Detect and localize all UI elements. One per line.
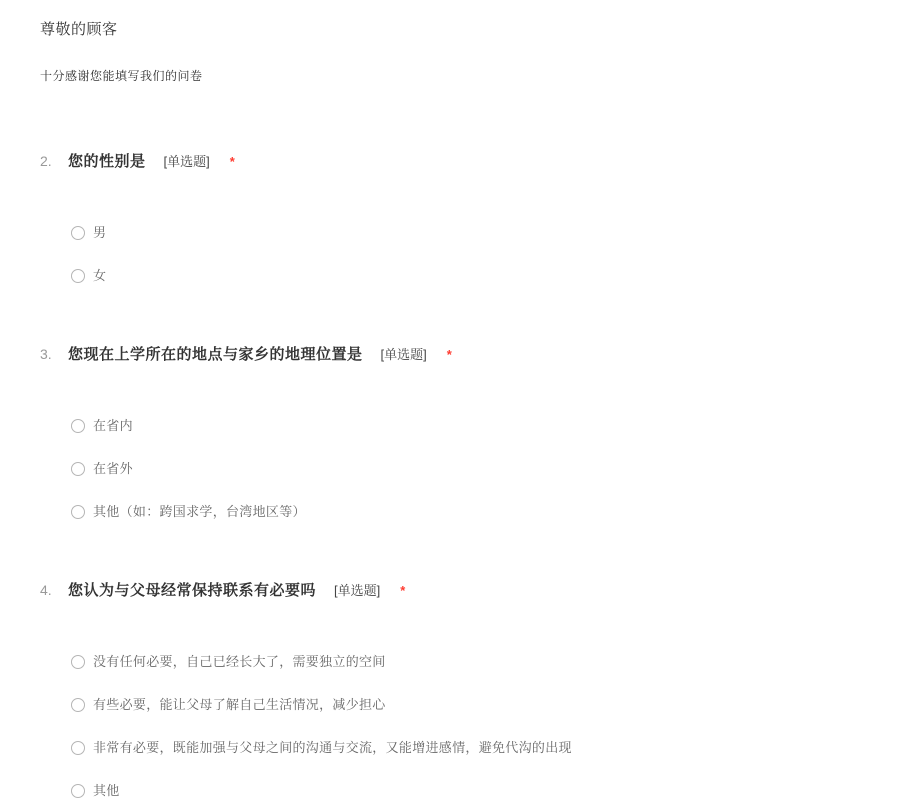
question-title: 您认为与父母经常保持联系有必要吗 xyxy=(68,582,317,599)
radio-button-icon[interactable] xyxy=(71,741,85,755)
question-header xyxy=(40,343,860,364)
radio-button-icon[interactable] xyxy=(71,226,85,240)
question-block xyxy=(40,343,860,519)
option-label: 有些必要，能让父母了解自己生活情况，减少担心 xyxy=(93,697,386,712)
question-type-label: [单选题] xyxy=(163,154,210,169)
radio-button-icon[interactable] xyxy=(71,655,85,669)
question-header xyxy=(40,150,860,171)
question-type-label: [单选题] xyxy=(334,583,381,598)
question-number: 2. xyxy=(40,153,52,169)
survey-greeting: 尊敬的顾客 xyxy=(40,21,118,38)
question-number: 3. xyxy=(40,346,52,362)
radio-button-icon[interactable] xyxy=(71,419,85,433)
option-row[interactable] xyxy=(71,269,860,283)
option-label: 男 xyxy=(93,225,107,240)
question-number: 4. xyxy=(40,582,52,598)
option-label: 在省内 xyxy=(93,418,133,433)
option-list xyxy=(40,419,860,519)
option-row[interactable] xyxy=(71,226,860,240)
option-list xyxy=(40,226,860,283)
option-row[interactable] xyxy=(71,741,860,755)
radio-button-icon[interactable] xyxy=(71,462,85,476)
option-row[interactable] xyxy=(71,655,860,669)
option-row[interactable] xyxy=(71,698,860,712)
radio-button-icon[interactable] xyxy=(71,505,85,519)
question-title: 您的性别是 xyxy=(68,153,146,170)
option-row[interactable] xyxy=(71,419,860,433)
radio-button-icon[interactable] xyxy=(71,269,85,283)
option-label: 女 xyxy=(93,268,107,283)
option-label: 其他 xyxy=(93,783,120,798)
question-header xyxy=(40,579,860,600)
option-row[interactable] xyxy=(71,505,860,519)
question-block xyxy=(40,150,860,283)
option-label: 没有任何必要，自己已经长大了，需要独立的空间 xyxy=(93,654,386,669)
option-label: 其他（如：跨国求学，台湾地区等） xyxy=(93,504,306,519)
option-list xyxy=(40,655,860,798)
required-asterisk: * xyxy=(400,583,406,598)
question-title: 您现在上学所在的地点与家乡的地理位置是 xyxy=(68,346,363,363)
option-label: 非常有必要，既能加强与父母之间的沟通与交流，又能增进感情，避免代沟的出现 xyxy=(93,740,572,755)
option-row[interactable] xyxy=(71,784,860,798)
option-label: 在省外 xyxy=(93,461,133,476)
required-asterisk: * xyxy=(229,154,235,169)
question-list xyxy=(40,150,860,798)
radio-button-icon[interactable] xyxy=(71,698,85,712)
radio-button-icon[interactable] xyxy=(71,784,85,798)
question-block xyxy=(40,579,860,798)
survey-intro: 十分感谢您能填写我们的问卷 xyxy=(40,69,203,83)
option-row[interactable] xyxy=(71,462,860,476)
required-asterisk: * xyxy=(446,347,452,362)
question-type-label: [单选题] xyxy=(380,347,427,362)
